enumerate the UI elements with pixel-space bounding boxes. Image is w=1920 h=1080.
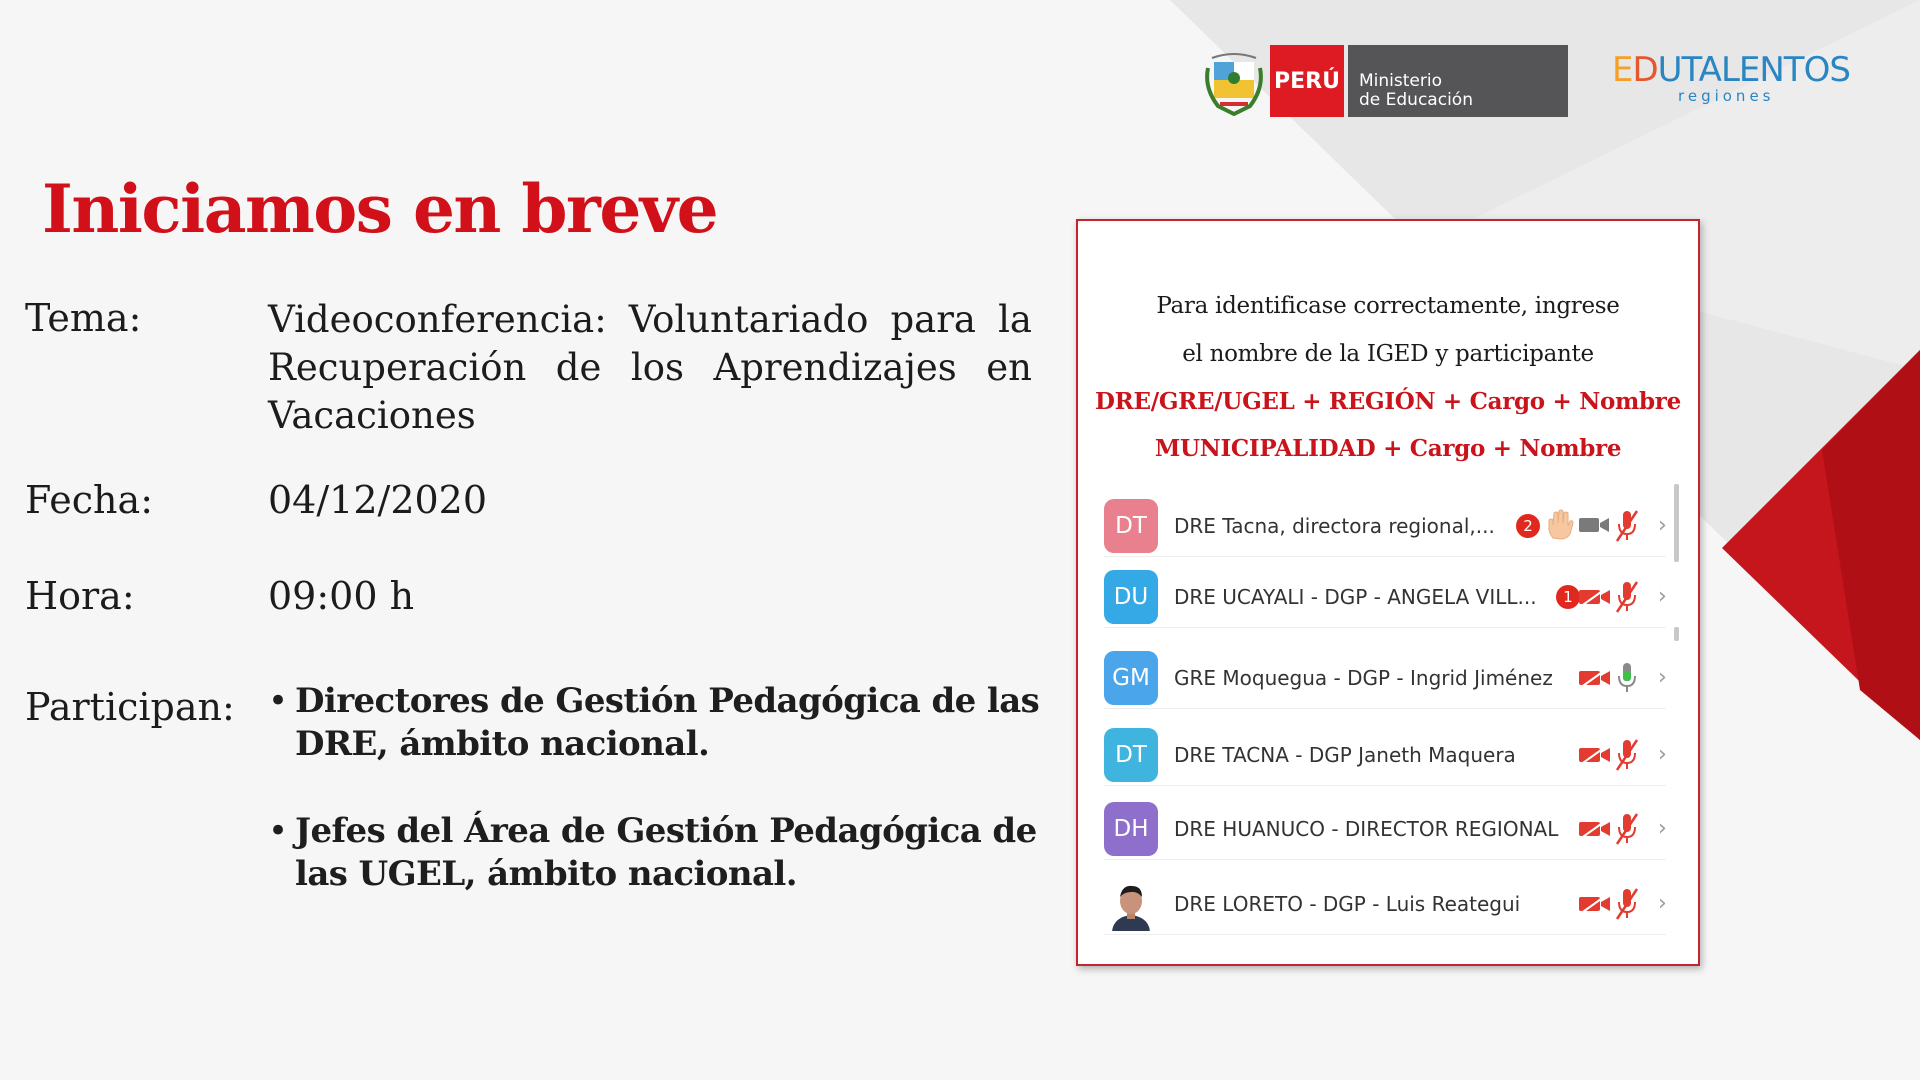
unread-badge: 1 (1556, 585, 1580, 609)
instruction-line2: el nombre de la IGED y participante (1182, 341, 1594, 367)
chevron-right-icon[interactable]: › (1658, 742, 1667, 767)
avatar: DT (1104, 728, 1158, 782)
participant-row[interactable] (1104, 797, 1666, 860)
mic-muted-icon (1614, 579, 1640, 615)
participant-name: DRE LORETO - DGP - Luis Reategui (1174, 892, 1521, 916)
format-line1: DRE/GRE/UGEL + REGIÓN + Cargo + Nombre (1095, 388, 1681, 415)
participant-name: DRE HUANUCO - DIRECTOR REGIONAL (1174, 817, 1559, 841)
format-line2: MUNICIPALIDAD + Cargo + Nombre (1154, 435, 1622, 462)
video-off-icon (1578, 743, 1612, 767)
tema-line: Videoconferencia: Voluntariado para la (268, 298, 1032, 341)
participan-label: Participan: (25, 685, 235, 729)
chevron-right-icon[interactable]: › (1658, 891, 1667, 916)
participant-name: DRE TACNA - DGP Janeth Maquera (1174, 743, 1516, 767)
mic-muted-icon (1614, 737, 1640, 773)
chevron-right-icon[interactable]: › (1658, 513, 1667, 538)
video-off-icon (1578, 585, 1612, 609)
mic-on-icon (1614, 660, 1640, 696)
ministry-logo (1348, 45, 1568, 117)
avatar-photo (1104, 877, 1158, 931)
participant-row[interactable] (1104, 872, 1666, 935)
scrollbar-indicator[interactable] (1674, 627, 1679, 641)
tema-line: Vacaciones (268, 394, 476, 437)
fecha-value: 04/12/2020 (268, 478, 488, 522)
chevron-right-icon[interactable]: › (1658, 584, 1667, 609)
unread-badge: 2 (1516, 514, 1540, 538)
participant-name: DRE Tacna, directora regional,... (1174, 514, 1495, 538)
hora-label: Hora: (25, 574, 135, 618)
participant-bullet: • Jefes del Área de Gestión Pedagógica de las UGEL, ámbito nacional. (268, 810, 1048, 896)
chevron-right-icon[interactable]: › (1658, 665, 1667, 690)
scrollbar-thumb[interactable] (1674, 484, 1679, 562)
mic-muted-icon (1614, 811, 1640, 847)
participant-row[interactable] (1104, 494, 1666, 557)
tema-line: Recuperación de los Aprendizajes en (268, 346, 1032, 389)
avatar: DH (1104, 802, 1158, 856)
slide-title: Iniciamos en breve (42, 170, 718, 248)
avatar: DU (1104, 570, 1158, 624)
video-off-icon (1578, 666, 1612, 690)
participants-panel (1076, 219, 1700, 966)
fecha-label: Fecha: (25, 478, 153, 522)
chevron-right-icon[interactable]: › (1658, 816, 1667, 841)
raised-hand-icon (1544, 508, 1578, 542)
mic-muted-icon (1614, 508, 1640, 544)
video-on-icon (1578, 514, 1610, 536)
participant-row[interactable] (1104, 565, 1666, 628)
peru-logo: PERÚ (1270, 45, 1344, 117)
video-off-icon (1578, 892, 1612, 916)
instruction-line1: Para identificase correctamente, ingrese (1156, 293, 1620, 319)
hora-value: 09:00 h (268, 574, 415, 618)
avatar: GM (1104, 651, 1158, 705)
participant-row[interactable] (1104, 646, 1666, 709)
avatar: DT (1104, 499, 1158, 553)
participant-name: GRE Moquegua - DGP - Ingrid Jiménez (1174, 666, 1553, 690)
peru-coat-of-arms-icon (1204, 48, 1264, 116)
ministry-line2: de Educación (1359, 90, 1473, 110)
participant-row[interactable] (1104, 723, 1666, 786)
video-off-icon (1578, 817, 1612, 841)
ministry-line1: Ministerio (1359, 71, 1442, 91)
participants-list (268, 680, 1048, 940)
tema-label: Tema: (25, 296, 142, 340)
edutalentos-subtitle: regiones (1678, 87, 1775, 105)
tema-value (268, 296, 1032, 440)
mic-muted-icon (1614, 886, 1640, 922)
edutalentos-logo: EDUTALENTOS (1612, 50, 1850, 90)
participant-bullet: • Directores de Gestión Pedagógica de las DRE, ámbito nacional. (268, 680, 1048, 766)
participant-name: DRE UCAYALI - DGP - ANGELA VILL... (1174, 585, 1537, 609)
